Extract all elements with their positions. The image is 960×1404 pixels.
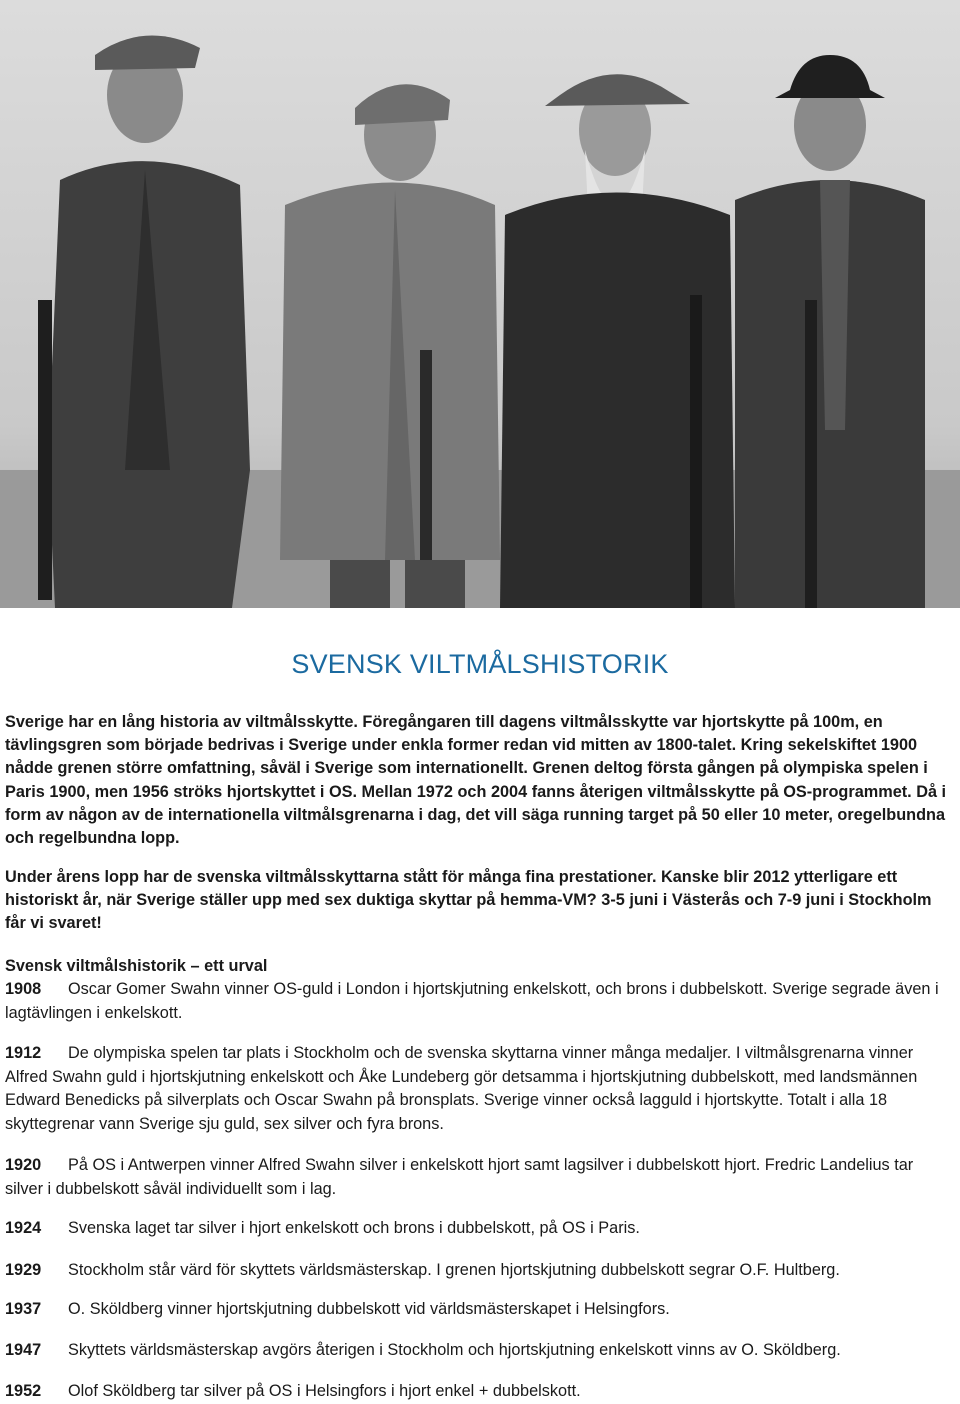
history-text: Svenska laget tar silver i hjort enkelskott och brons i dubbelskott, på OS i Paris. bbox=[68, 1219, 640, 1237]
history-text: De olympiska spelen tar plats i Stockholm och de svenska skyttarna vinner många medaljer. I viltmålsgrenarna vinner Alfred Swahn guld i hjortskjutning enkelskott och Åke Lundeberg gör detsamma i hjortskjutning dubbelskott, med landsmännen Edward Benedicks på silverplats och Oscar Swahn på bronsplats. Sverige vinner också lagguld i hjortskytte. Totalt i alla 18 skyttegrenar vann Sverige sju guld, sex silver och fyra brons. bbox=[5, 1044, 918, 1133]
history-entry bbox=[5, 1380, 955, 1404]
history-entry bbox=[5, 1298, 955, 1322]
history-text: Stockholm står värd för skyttets världsmästerskap. I grenen hjortskjutning dubbelskott segrar O.F. Hultberg. bbox=[68, 1261, 840, 1279]
history-text: O. Sköldberg vinner hjortskjutning dubbelskott vid världsmästerskapet i Helsingfors. bbox=[68, 1300, 670, 1318]
history-entry bbox=[5, 1259, 955, 1283]
historic-photo bbox=[0, 0, 960, 608]
history-entry bbox=[5, 1339, 955, 1363]
history-year: 1952 bbox=[5, 1382, 42, 1400]
history-entry bbox=[5, 1154, 955, 1201]
history-text: Olof Sköldberg tar silver på OS i Helsingfors i hjort enkel + dubbelskott. bbox=[68, 1382, 581, 1400]
history-entry bbox=[5, 978, 955, 1025]
historic-photo-four-shooters-icon bbox=[0, 0, 960, 608]
history-entry bbox=[5, 1217, 955, 1241]
history-year: 1924 bbox=[5, 1219, 42, 1237]
history-year: 1937 bbox=[5, 1300, 42, 1318]
history-text: På OS i Antwerpen vinner Alfred Swahn silver i enkelskott hjort samt lagsilver i dubbelskott hjort. Fredric Landelius tar silver i dubbelskott såväl individuellt som i lag. bbox=[5, 1156, 914, 1198]
history-year: 1947 bbox=[5, 1341, 42, 1359]
history-entry bbox=[5, 1042, 955, 1136]
history-year: 1929 bbox=[5, 1261, 42, 1279]
history-heading: Svensk viltmålshistorik – ett urval bbox=[5, 957, 268, 975]
page-title: SVENSK VILTMÅLSHISTORIK bbox=[291, 649, 669, 679]
history-year: 1908 bbox=[5, 980, 42, 998]
history-text: Skyttets världsmästerskap avgörs återigen i Stockholm och hjortskjutning enkelskott vinns av O. Sköldberg. bbox=[68, 1341, 841, 1359]
intro-paragraph-2: Under årens lopp har de svenska viltmålsskyttarna stått för många fina prestationer. Kanske blir 2012 ytterligare ett historiskt år, när Sverige ställer upp med sex duktiga skyttar på hemma-VM? 3-5 juni i Västerås och 7-9 juni i Stockholm får vi svaret! bbox=[5, 868, 932, 933]
history-text: Oscar Gomer Swahn vinner OS-guld i London i hjortskjutning enkelskott, och brons i dubbelskott. Sverige segrade även i lagtävlingen i enkelskott. bbox=[5, 980, 939, 1022]
history-year: 1920 bbox=[5, 1156, 42, 1174]
intro-paragraph-1: Sverige har en lång historia av viltmålsskytte. Föregångaren till dagens viltmålsskytte var hjortskytte på 100m, en tävlingsgren som började bedrivas i Sverige under enkla former redan vid mitten av 1800-talet. Kring sekelskiftet 1900 nådde grenen större omfattning, såväl i Sverige som internationellt. Grenen deltog första gången på olympiska spelen i Paris 1900, men 1956 ströks hjortskyttet i OS. Mellan 1972 och 2004 fanns återigen viltmålsskytte på OS-programmet. Då i form av någon av de internationella viltmålsgrenarna i dag, det vill säga running target på 50 eller 10 meter, oregelbundna och regelbundna lopp. bbox=[5, 713, 947, 848]
history-year: 1912 bbox=[5, 1044, 42, 1062]
